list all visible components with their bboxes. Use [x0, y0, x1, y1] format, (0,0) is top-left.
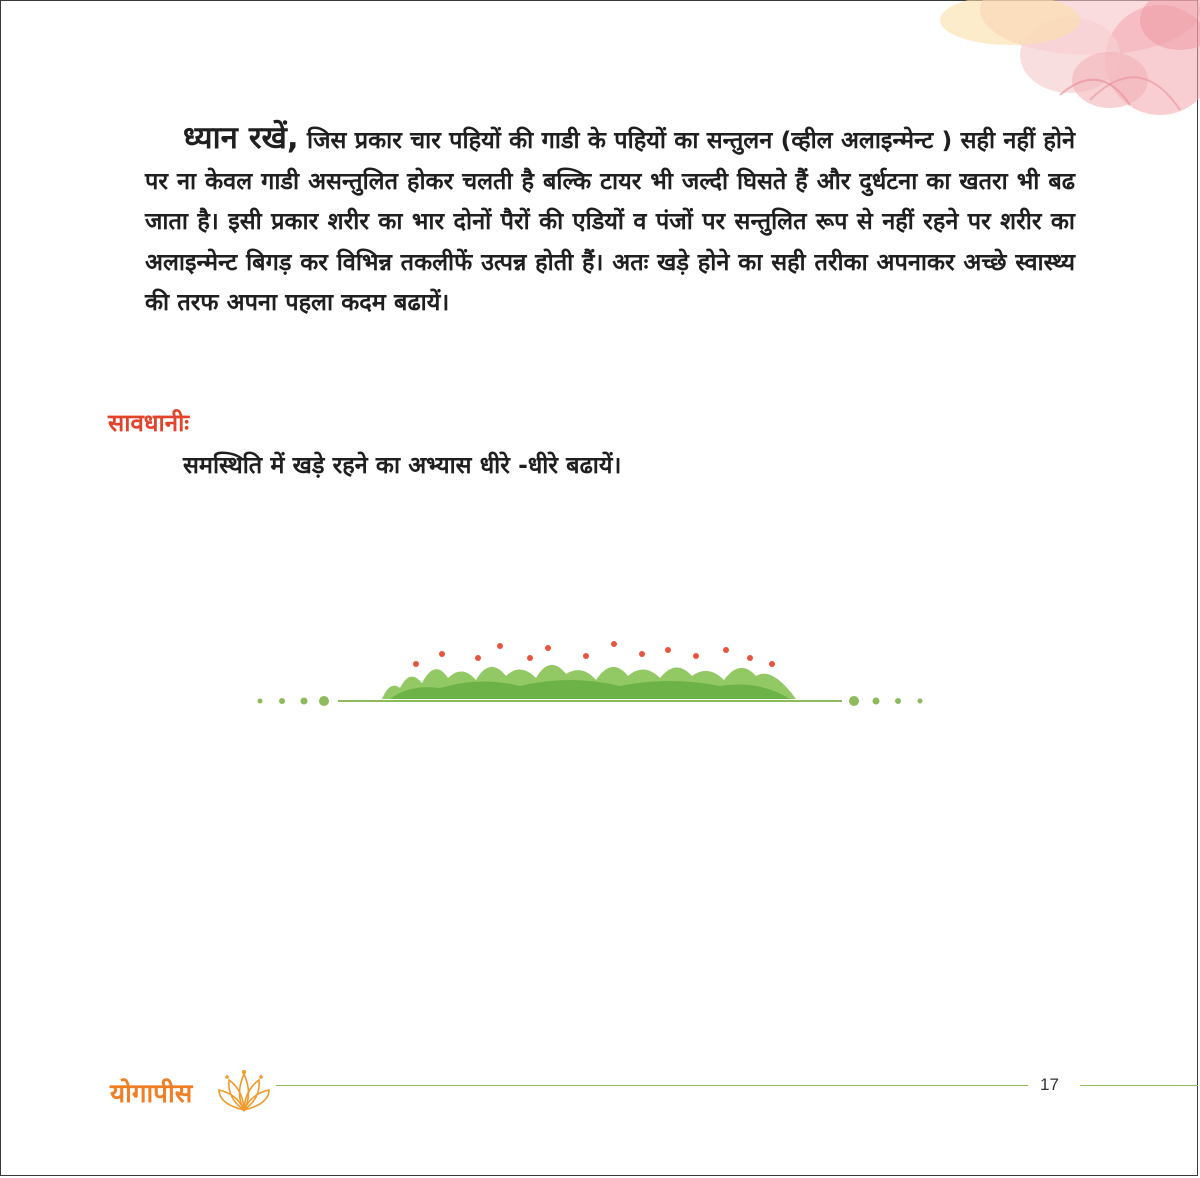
footer-rule-right — [1080, 1085, 1198, 1086]
footer-brand-logo: योगापीस — [110, 1079, 193, 1109]
flower-illustration — [860, 0, 1200, 120]
main-paragraph — [145, 118, 1075, 323]
page-number: 17 — [1040, 1075, 1059, 1094]
lotus-mandala-icon — [215, 1064, 273, 1114]
grass-divider-illustration — [250, 628, 930, 716]
paragraph-lead: ध्यान रखें, — [183, 120, 299, 156]
caution-heading: सावधानीः — [108, 409, 190, 437]
footer-rule-left — [276, 1085, 1028, 1086]
caution-text: समस्थिति में खड़े रहने का अभ्यास धीरे -धीरे बढायें। — [183, 451, 622, 479]
paragraph-text: जिस प्रकार चार पहियों की गाडी के पहियों का सन्तुलन (व्हील अलाइन्मेन्ट ) सही नहीं होने पर ना केवल गाडी असन्तुलित होकर चलती है बल्कि टायर भी जल्दी घिसते हैं और दुर्धटना का खतरा भी बढ जाता है। इसी प्रकार शरीर का भार दोनों पैरों की एडियों व पंजों पर सन्तुलित रूप से नहीं रहने पर शरीर का अलाइन्मेन्ट बिगड़ कर विभिन्न तकलीफें उत्पन्न होती हैं। अतः खड़े होने का सही तरीका अपनाकर अच्छे स्वास्थ्य की तरफ अपना पहला कदम बढायें। — [145, 126, 1075, 316]
